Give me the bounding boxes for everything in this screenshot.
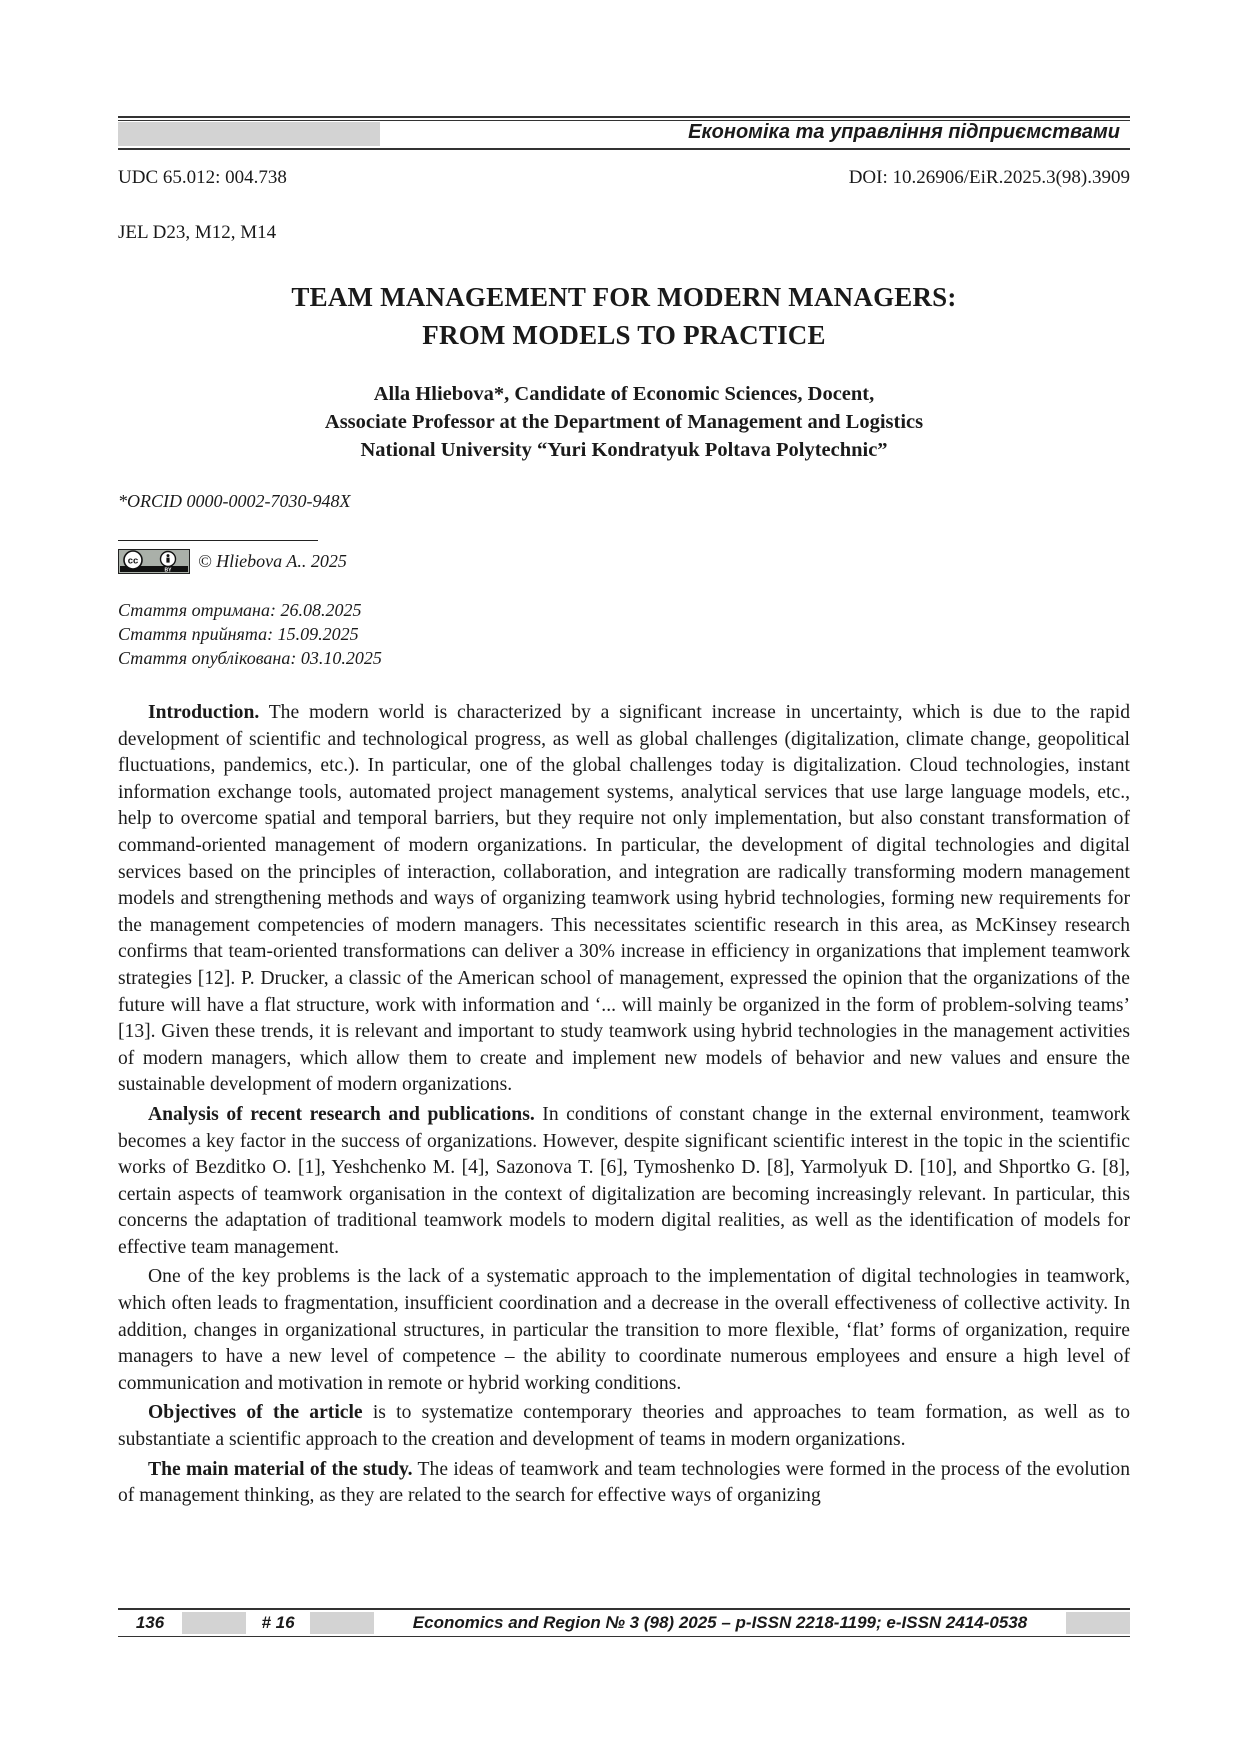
article-title bbox=[118, 278, 1130, 354]
objectives-text: is to systematize contemporary theories and approaches to team formation, as well as to substantiate a scientific approach to the creation and development of teams in modern organizations. bbox=[118, 1402, 1130, 1451]
journal-section-title: Економіка та управління підприємствами bbox=[688, 121, 1120, 143]
date-received: Стаття отримана: 26.08.2025 bbox=[118, 600, 362, 620]
running-header bbox=[118, 116, 1130, 150]
introduction-paragraph bbox=[118, 700, 1130, 1099]
introduction-text: The modern world is characterized by a significant increase in uncertainty, which is due to the rapid development of scientific and technological progress, as well as global challenges (digitalization, climate change, geopolitical fluctuations, pandemics, etc.). In particular, one of the global challenges today is digitalization. Cloud technologies, instant information exchange tools, automated project management systems, analytical services that use large language models, etc., help to overcome spatial and temporal barriers, but they require not only implementation, but also constant transformation of command-oriented management of modern organizations. In particular, the development of digital technologies and digital services based on the principles of interaction, collaboration, and integration are radically transforming modern management models and strengthening methods and ways of organizing teamwork using hybrid technologies, forming new requirements for the management competencies of modern managers. This necessitates scientific research in this area, as McKinsey research confirms that team-oriented transformations can deliver a 30% increase in efficiency in organizations that implement teamwork strategies [12]. P. Drucker, a classic of the American school of management, expressed the opinion that the organizations of the future will have a flat structure, work with information and ‘... will mainly be organized in the form of problem-solving teams’ [13]. Given these trends, it is relevant and important to study teamwork using hybrid technologies in the management activities of modern managers, which allow them to create and implement new models of behavior and new values and ensure the sustainable development of modern organizations. bbox=[118, 702, 1130, 1096]
orcid-id[interactable]: *ORCID 0000-0002-7030-948X bbox=[118, 491, 351, 511]
footer-citation: Economics and Region № 3 (98) 2025 – p-ISSN 2218-1199; e-ISSN 2414-0538 bbox=[412, 1613, 1028, 1632]
date-accepted: Стаття прийнята: 15.09.2025 bbox=[118, 624, 359, 644]
udc-code: UDC 65.012: 004.738 bbox=[118, 167, 287, 188]
author-position: Associate Professor at the Department of Management and Logistics bbox=[324, 411, 924, 433]
article-dates bbox=[118, 598, 382, 670]
analysis-heading: Analysis of recent research and publications. bbox=[148, 1103, 535, 1125]
main-material-paragraph bbox=[118, 1457, 1130, 1510]
date-published: Стаття опублікована: 03.10.2025 bbox=[118, 648, 382, 668]
article-body bbox=[118, 700, 1130, 1513]
cc-label: cc bbox=[127, 555, 139, 567]
author-block bbox=[118, 380, 1130, 464]
objectives-heading: Objectives of the article bbox=[148, 1402, 363, 1424]
jel-codes: JEL D23, M12, M14 bbox=[118, 222, 277, 243]
introduction-heading: Introduction. bbox=[148, 702, 260, 723]
analysis-text: In conditions of constant change in the external environment, teamwork becomes a key factor in the success of organizations. However, despite significant scientific interest in the topic in the scientific works of Bezditko O. [1], Yeshchenko M. [4], Sazonova T. [6], Tymoshenko D. [8], Yarmolyuk D. [10], and Shportko G. [8], certain aspects of teamwork organisation in the context of digitalization are becoming increasingly relevant. In particular, this concerns the adaptation of traditional teamwork models to modern digital realities, as well as the identification of models for effective team management. bbox=[118, 1103, 1130, 1258]
header-rule-top bbox=[118, 116, 1130, 118]
title-line-2: FROM MODELS TO PRACTICE bbox=[422, 320, 826, 350]
title-line-1: TEAM MANAGEMENT FOR MODERN MANAGERS: bbox=[291, 282, 957, 312]
header-rule-bottom bbox=[118, 148, 1130, 150]
cc-by-license-icon[interactable] bbox=[118, 549, 190, 574]
objectives-paragraph bbox=[118, 1400, 1130, 1453]
issue-number: # 16 bbox=[261, 1613, 295, 1632]
footer-rule-bottom bbox=[118, 1636, 1130, 1637]
footer-grey-block-1 bbox=[182, 1612, 246, 1634]
page-footer bbox=[118, 1608, 1130, 1638]
footer-rule-top bbox=[118, 1608, 1130, 1610]
separator-rule bbox=[118, 540, 318, 541]
page-number: 136 bbox=[135, 1613, 165, 1632]
author-affiliation: National University “Yuri Kondratyuk Poltava Polytechnic” bbox=[360, 439, 888, 461]
doi-link[interactable]: DOI: 10.26906/EiR.2025.3(98).3909 bbox=[848, 167, 1130, 188]
main-material-text: The ideas of teamwork and team technologies were formed in the process of the evolution of management thinking, as they are related to the search for effective ways of organizing bbox=[118, 1458, 1130, 1507]
analysis-paragraph bbox=[118, 1102, 1130, 1262]
problem-paragraph: One of the key problems is the lack of a systematic approach to the implementation of digital technologies in teamwork, which often leads to fragmentation, insufficient coordination and a decrease in the overall effectiveness of collective activity. In addition, changes in organizational structures, in particular the transition to more flexible, ‘flat’ forms of organization, require managers to have a new level of competence – the ability to coordinate numerous employees and ensure a high level of communication and motivation in remote or hybrid working conditions. bbox=[118, 1266, 1130, 1394]
author-name-degree: Alla Hliebova*, Candidate of Economic Sciences, Docent, bbox=[373, 383, 875, 405]
by-label: BY bbox=[164, 567, 172, 574]
copyright-notice: © Hliebova A.. 2025 bbox=[198, 551, 347, 571]
footer-grey-block-2 bbox=[310, 1612, 374, 1634]
header-grey-block bbox=[118, 122, 380, 146]
main-material-heading: The main material of the study. bbox=[148, 1458, 413, 1480]
footer-grey-block-3 bbox=[1066, 1612, 1130, 1634]
